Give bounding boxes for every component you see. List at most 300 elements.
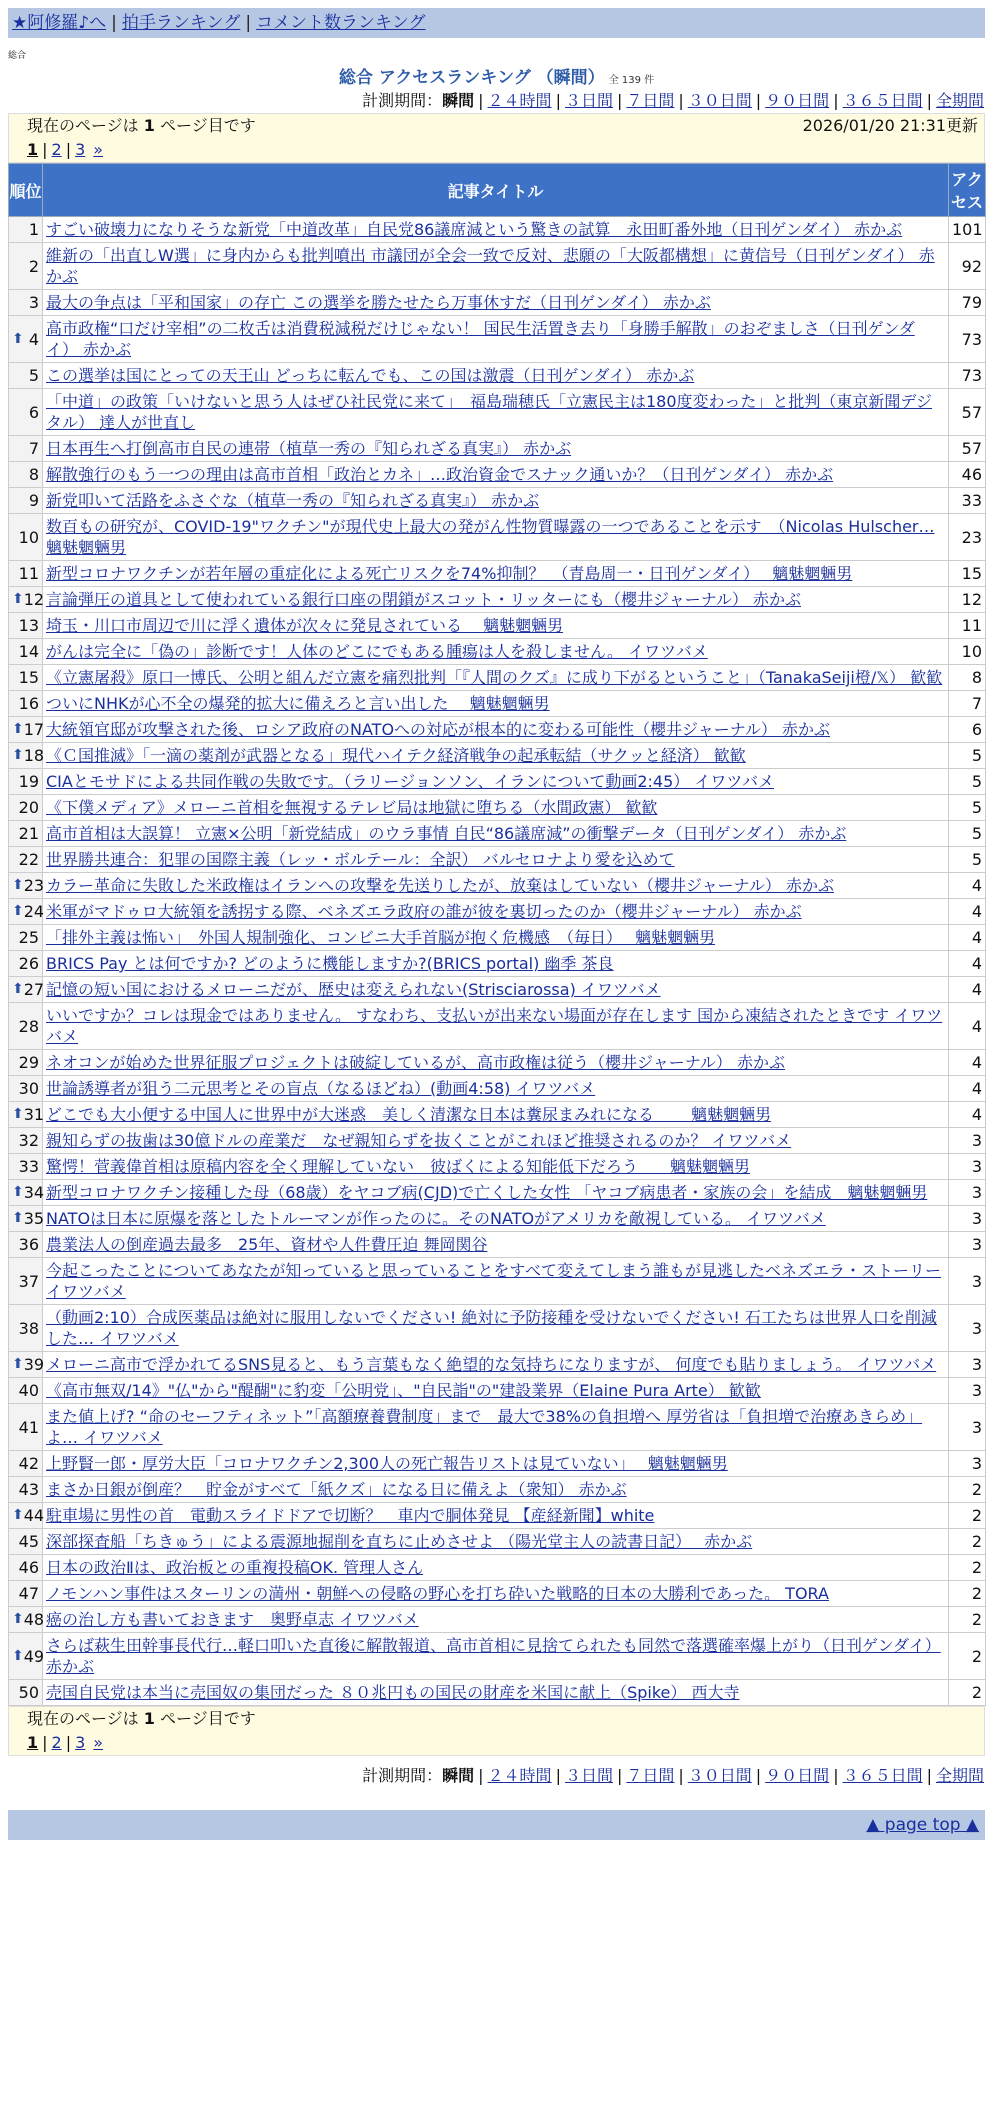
access-count: 12 bbox=[949, 587, 986, 613]
rank-cell bbox=[9, 436, 43, 462]
article-link[interactable]: 維新の「出直しW選」に身内からも批判噴出 市議団が全会一致で反対、悲願の「大阪都構想」に黄信号（日刊ゲンダイ） 赤かぶ bbox=[46, 246, 935, 286]
table-row bbox=[9, 1352, 986, 1378]
title-cell bbox=[43, 873, 949, 899]
rank-cell bbox=[9, 1451, 43, 1477]
table-row bbox=[9, 389, 986, 436]
rank-number: 7 bbox=[28, 439, 39, 458]
table-row bbox=[9, 1102, 986, 1128]
title-cell bbox=[43, 243, 949, 290]
table-row bbox=[9, 587, 986, 613]
rank-number: 2 bbox=[28, 256, 39, 276]
rank-cell bbox=[9, 1050, 43, 1076]
article-link[interactable]: 上野賢一郎・厚労大臣「コロナワクチン2,300人の死亡報告リストは見ていない」 魑魅魍魎男 bbox=[46, 1454, 728, 1473]
rank-number: 6 bbox=[28, 402, 39, 422]
article-link[interactable]: CIAとモサドによる共同作戦の失敗です。（ラリージョンソン、イランについて動画2:45） イワツバメ bbox=[46, 772, 775, 791]
article-link[interactable]: 米軍がマドゥロ大統領を誘拐する際、ベネズエラ政府の誰が彼を裏切ったのか（櫻井ジャーナル） 赤かぶ bbox=[46, 902, 802, 921]
article-link[interactable]: （動画2:10）合成医薬品は絶対に服用しないでください! 絶対に予防接種を受けないでください! 石工たちは世界人口を削減した… イワツバメ bbox=[46, 1308, 937, 1348]
rank-cell bbox=[9, 665, 43, 691]
rank-up-icon: ⬆ bbox=[12, 903, 24, 919]
article-link[interactable]: 農業法人の倒産過去最多 25年、資材や人件費圧迫 舞岡関谷 bbox=[46, 1235, 488, 1254]
rank-number: 37 bbox=[18, 1271, 39, 1291]
table-row bbox=[9, 316, 986, 363]
rank-cell bbox=[9, 514, 43, 561]
pagination-top: 1 | 2 | 3 » bbox=[27, 140, 104, 159]
rank-number: 22 bbox=[18, 850, 39, 869]
title-cell bbox=[43, 1180, 949, 1206]
period-link-3d-bottom[interactable]: ３日間 bbox=[564, 1766, 613, 1785]
period-link-90d-bottom[interactable]: ９０日間 bbox=[765, 1766, 830, 1785]
article-link[interactable]: すごい破壊力になりそうな新党「中道改革」自民党86議席減という驚きの試算 永田町番外地（日刊ゲンダイ） 赤かぶ bbox=[46, 220, 903, 239]
rank-cell bbox=[9, 1003, 43, 1050]
rank-cell bbox=[9, 243, 43, 290]
rank-cell bbox=[9, 743, 43, 769]
article-link[interactable]: がんは完全に「偽の」診断です！人体のどこにでもある腫瘍は人を殺しません。 イワツバメ bbox=[46, 642, 708, 661]
title-cell bbox=[43, 217, 949, 243]
article-link[interactable]: 驚愕！菅義偉首相は原稿内容を全く理解していない 彼ばくによる知能低下だろう 魑魅魍魎男 bbox=[46, 1157, 751, 1176]
table-row bbox=[9, 561, 986, 587]
table-row bbox=[9, 639, 986, 665]
rank-up-icon: ⬆ bbox=[12, 1611, 24, 1627]
rank-number: 24 bbox=[23, 902, 45, 921]
article-link[interactable]: 《高市無双/14》"仏"から"醍醐"に豹変「公明党」、"自民詣"の"建設業界（Elaine Pura Arte） 歓歓 bbox=[46, 1381, 761, 1400]
table-row bbox=[9, 691, 986, 717]
rank-cell bbox=[9, 462, 43, 488]
table-row bbox=[9, 1050, 986, 1076]
table-row bbox=[9, 243, 986, 290]
title-cell bbox=[43, 613, 949, 639]
updated-time: 2026/01/20 21:31更新 bbox=[802, 116, 978, 135]
rank-cell bbox=[9, 217, 43, 243]
article-link[interactable]: 今起こったことについてあなたが知っていると思っていることをすべて変えてしまう誰もが見逃したベネズエラ・ストーリー イワツバメ bbox=[46, 1261, 942, 1301]
rank-cell bbox=[9, 1128, 43, 1154]
rank-number: 50 bbox=[18, 1683, 39, 1702]
access-count: 2 bbox=[949, 1529, 986, 1555]
page-status: 現在のページは 1 ページ目です bbox=[27, 116, 256, 135]
period-link-24h[interactable]: ２４時間 bbox=[487, 91, 552, 110]
table-row bbox=[9, 1404, 986, 1451]
nav-link-ashura[interactable]: ★阿修羅♪へ bbox=[12, 13, 107, 33]
access-count: 3 bbox=[949, 1206, 986, 1232]
access-count: 3 bbox=[949, 1352, 986, 1378]
table-row bbox=[9, 1378, 986, 1404]
article-link[interactable]: いいですか？コレは現金ではありません。 すなわち、支払いが出来ない場面が存在します 国から凍結されたときです イワツバメ bbox=[46, 1006, 943, 1046]
rank-number: 38 bbox=[18, 1318, 39, 1338]
title-cell bbox=[43, 639, 949, 665]
table-row bbox=[9, 1003, 986, 1050]
page-info-bottom bbox=[8, 1706, 985, 1756]
table-row bbox=[9, 462, 986, 488]
title-cell bbox=[43, 1305, 949, 1352]
rank-cell bbox=[9, 1102, 43, 1128]
article-link[interactable]: 大統領官邸が攻撃された後、ロシア政府のNATOへの対応が根本的に変わる可能性（櫻井ジャーナル） 赤かぶ bbox=[46, 720, 831, 739]
access-count: 2 bbox=[949, 1555, 986, 1581]
rank-cell bbox=[9, 1581, 43, 1607]
rank-number: 48 bbox=[23, 1610, 45, 1629]
rank-cell bbox=[9, 1206, 43, 1232]
access-count: 2 bbox=[949, 1680, 986, 1706]
rank-cell bbox=[9, 899, 43, 925]
page-current: 1 bbox=[27, 140, 39, 159]
access-count: 15 bbox=[949, 561, 986, 587]
article-link[interactable]: 売国自民党は本当に売国奴の集団だった ８０兆円もの国民の財産を米国に献上（Spike） 西大寺 bbox=[46, 1683, 740, 1702]
rank-number: 28 bbox=[18, 1016, 39, 1036]
rank-cell bbox=[9, 1352, 43, 1378]
access-count: 4 bbox=[949, 1076, 986, 1102]
title-cell bbox=[43, 1680, 949, 1706]
access-count: 5 bbox=[949, 795, 986, 821]
title-cell bbox=[43, 1003, 949, 1050]
period-link-all-bottom[interactable]: 全期間 bbox=[935, 1766, 984, 1785]
access-count: 3 bbox=[949, 1258, 986, 1305]
title-cell bbox=[43, 1154, 949, 1180]
rank-number: 36 bbox=[18, 1235, 39, 1254]
rank-number: 19 bbox=[18, 772, 39, 791]
title-cell bbox=[43, 743, 949, 769]
rank-cell bbox=[9, 1477, 43, 1503]
access-count: 4 bbox=[949, 1050, 986, 1076]
rank-cell bbox=[9, 363, 43, 389]
total-count: 全 139 件 bbox=[608, 75, 655, 86]
page-link-2[interactable]: 2 bbox=[51, 140, 62, 159]
article-link[interactable]: 日本再生へ打倒高市自民の連帯（植草一秀の『知られざる真実』） 赤かぶ bbox=[46, 439, 572, 458]
rank-number: 12 bbox=[23, 590, 45, 609]
article-link[interactable]: 世論誘導者が狙う二元思考とその盲点（なるほどね）(動画4:58) イワツバメ bbox=[46, 1079, 596, 1098]
rank-cell bbox=[9, 717, 43, 743]
title-cell bbox=[43, 363, 949, 389]
page-top-link[interactable]: ▲ page top ▲ bbox=[866, 1815, 979, 1835]
title-cell bbox=[43, 1529, 949, 1555]
access-count: 3 bbox=[949, 1180, 986, 1206]
title-cell bbox=[43, 1206, 949, 1232]
table-row bbox=[9, 821, 986, 847]
article-link[interactable]: 《Ｃ国推滅》「一滴の薬剤が武器となる」現代ハイテク経済戦争の起承転結（サクッと経済） 歓歓 bbox=[46, 746, 746, 765]
table-row bbox=[9, 1555, 986, 1581]
title-cell bbox=[43, 1232, 949, 1258]
title-cell bbox=[43, 1581, 949, 1607]
rank-number: 14 bbox=[18, 642, 39, 661]
table-row bbox=[9, 717, 986, 743]
access-count: 2 bbox=[949, 1477, 986, 1503]
title-cell bbox=[43, 389, 949, 436]
access-count: 3 bbox=[949, 1404, 986, 1451]
rank-cell bbox=[9, 316, 43, 363]
access-count: 33 bbox=[949, 488, 986, 514]
article-link[interactable]: 最大の争点は「平和国家」の存亡 この選挙を勝たせたら万事休すだ（日刊ゲンダイ） 赤かぶ bbox=[46, 293, 711, 312]
period-label: 計測期間： bbox=[362, 91, 443, 110]
access-count: 11 bbox=[949, 613, 986, 639]
rank-number: 40 bbox=[18, 1381, 39, 1400]
access-count: 79 bbox=[949, 290, 986, 316]
article-link[interactable]: 埼玉・川口市周辺で川に浮く遺体が次々に発見されている 魑魅魍魎男 bbox=[46, 616, 564, 635]
access-count: 2 bbox=[949, 1503, 986, 1529]
table-row bbox=[9, 847, 986, 873]
title-cell bbox=[43, 847, 949, 873]
title-cell bbox=[43, 1633, 949, 1680]
rank-number: 42 bbox=[18, 1454, 39, 1473]
title-text: 総合 アクセスランキング （瞬間） bbox=[338, 68, 605, 88]
page-link-3-bottom[interactable]: 3 bbox=[75, 1733, 86, 1752]
title-cell bbox=[43, 514, 949, 561]
period-current: 瞬間 bbox=[442, 91, 475, 110]
rank-cell bbox=[9, 925, 43, 951]
article-link[interactable]: 高市首相は大誤算！ 立憲×公明「新党結成」のウラ事情 自民“86議席減”の衝撃データ（日刊ゲンダイ） 赤かぶ bbox=[46, 824, 847, 843]
rank-number: 1 bbox=[28, 220, 39, 239]
title-cell bbox=[43, 1076, 949, 1102]
access-count: 2 bbox=[949, 1581, 986, 1607]
page-title bbox=[0, 67, 993, 89]
access-count: 8 bbox=[949, 665, 986, 691]
rank-up-icon: ⬆ bbox=[12, 981, 24, 997]
rank-number: 31 bbox=[23, 1105, 45, 1124]
nav-link-applause-ranking[interactable]: 拍手ランキング bbox=[121, 13, 241, 33]
rank-number: 44 bbox=[23, 1506, 45, 1525]
rank-number: 10 bbox=[18, 527, 39, 547]
article-link[interactable]: カラー革命に失敗した米政権はイランへの攻撃を先送りしたが、放棄はしていない（櫻井ジャーナル） 赤かぶ bbox=[46, 876, 834, 895]
table-row bbox=[9, 613, 986, 639]
access-count: 5 bbox=[949, 847, 986, 873]
col-title: 記事タイトル bbox=[43, 164, 949, 217]
rank-cell bbox=[9, 873, 43, 899]
article-link[interactable]: 深部探査船「ちきゅう」による震源地掘削を直ちに止めさせよ （陽光堂主人の読書日記） 赤かぶ bbox=[46, 1532, 753, 1551]
table-row bbox=[9, 769, 986, 795]
article-link[interactable]: どこでも大小便する中国人に世界中が大迷惑 美しく清潔な日本は糞尿まみれになる 魑魅魍魎男 bbox=[46, 1105, 772, 1124]
title-cell bbox=[43, 462, 949, 488]
article-link[interactable]: 高市政権“口だけ宰相”の二枚舌は消費税減税だけじゃない！ 国民生活置き去り「身勝手解散」のおぞましさ（日刊ゲンダイ） 赤かぶ bbox=[46, 319, 915, 359]
rank-number: 23 bbox=[23, 876, 45, 895]
rank-number: 33 bbox=[18, 1157, 39, 1176]
period-selector-top: 計測期間：瞬間 | ２４時間 | ３日間 | ７日間 | ３０日間 | ９０日間 | ３６５日間 | 全期間 bbox=[362, 91, 984, 110]
table-row bbox=[9, 514, 986, 561]
article-link[interactable]: 言論弾圧の道具として使われている銀行口座の閉鎖がスコット・リッターにも（櫻井ジャーナル） 赤かぶ bbox=[46, 590, 802, 609]
rank-number: 27 bbox=[23, 980, 45, 999]
table-header bbox=[9, 164, 986, 217]
table-row bbox=[9, 1076, 986, 1102]
article-link[interactable]: 《立憲屠殺》原口一博氏、公明と組んだ立憲を痛烈批判「『人間のクズ』に成り下がるということ」（TanakaSeiji橙/𝕏） 歓歓 bbox=[46, 668, 943, 687]
article-link[interactable]: さらば萩生田幹事長代行…軽口叩いた直後に解散報道、高市首相に見捨てられたも同然で落選確率爆上がり（日刊ゲンダイ） 赤かぶ bbox=[46, 1636, 941, 1676]
rank-cell bbox=[9, 1529, 43, 1555]
access-count: 3 bbox=[949, 1305, 986, 1352]
rank-number: 16 bbox=[18, 694, 39, 713]
table-row bbox=[9, 1503, 986, 1529]
title-cell bbox=[43, 1555, 949, 1581]
access-count: 5 bbox=[949, 769, 986, 795]
title-cell bbox=[43, 1404, 949, 1451]
article-link[interactable]: NATOは日本に原爆を落としたトルーマンが作ったのに。そのNATOがアメリカを敵視している。 イワツバメ bbox=[46, 1209, 826, 1228]
table-row bbox=[9, 1633, 986, 1680]
period-selector-bottom: 計測期間：瞬間 | ２４時間 | ３日間 | ７日間 | ３０日間 | ９０日間 | ３６５日間 | 全期間 bbox=[362, 1766, 984, 1785]
period-link-all[interactable]: 全期間 bbox=[935, 91, 984, 110]
title-cell bbox=[43, 795, 949, 821]
page-link-2-bottom[interactable]: 2 bbox=[51, 1733, 62, 1752]
table-row bbox=[9, 363, 986, 389]
article-link[interactable]: 親知らずの抜歯は30億ドルの産業だ なぜ親知らずを抜くことがこれほど推奨されるのか？ イワツバメ bbox=[46, 1131, 792, 1150]
access-count: 4 bbox=[949, 977, 986, 1003]
page-info-top bbox=[8, 113, 985, 163]
rank-number: 20 bbox=[18, 798, 39, 817]
rank-cell bbox=[9, 1680, 43, 1706]
table-row bbox=[9, 290, 986, 316]
access-count: 4 bbox=[949, 899, 986, 925]
rank-up-icon: ⬆ bbox=[12, 591, 24, 607]
rank-cell bbox=[9, 691, 43, 717]
period-link-7d[interactable]: ７日間 bbox=[626, 91, 675, 110]
rank-number: 8 bbox=[28, 465, 39, 484]
rank-up-icon: ⬆ bbox=[12, 1210, 24, 1226]
access-count: 57 bbox=[949, 436, 986, 462]
title-cell bbox=[43, 821, 949, 847]
article-link[interactable]: 数百もの研究が、COVID-19"ワクチン"が現代史上最大の発がん性物質曝露の一つであることを示す （Nicolas Hulscher… 魑魅魍魎男 bbox=[46, 517, 935, 557]
rank-number: 41 bbox=[18, 1417, 39, 1437]
article-link[interactable]: 新党叩いて活路をふさぐな（植草一秀の『知られざる真実』） 赤かぶ bbox=[46, 491, 540, 510]
rank-cell bbox=[9, 977, 43, 1003]
title-cell bbox=[43, 1352, 949, 1378]
period-link-30d-bottom[interactable]: ３０日間 bbox=[687, 1766, 752, 1785]
table-row bbox=[9, 1154, 986, 1180]
table-row bbox=[9, 1305, 986, 1352]
table-row bbox=[9, 217, 986, 243]
rank-number: 21 bbox=[18, 824, 39, 843]
access-count: 101 bbox=[949, 217, 986, 243]
title-cell bbox=[43, 717, 949, 743]
rank-number: 18 bbox=[23, 746, 45, 765]
title-cell bbox=[43, 436, 949, 462]
article-link[interactable]: 「中道」の政策「いけないと思う人はぜひ社民党に来て」 福島瑞穂氏「立憲民主は180度変わった」と批判（東京新聞デジタル） 達人が世直し bbox=[46, 392, 933, 432]
table-row bbox=[9, 1232, 986, 1258]
title-cell bbox=[43, 561, 949, 587]
period-link-24h-bottom[interactable]: ２４時間 bbox=[487, 1766, 552, 1785]
access-count: 2 bbox=[949, 1607, 986, 1633]
rank-cell bbox=[9, 951, 43, 977]
rank-cell bbox=[9, 1258, 43, 1305]
access-count: 3 bbox=[949, 1128, 986, 1154]
rank-up-icon: ⬆ bbox=[12, 1106, 24, 1122]
article-link[interactable]: ノモンハン事件はスターリンの満州・朝鮮への侵略の野心を打ち砕いた戦略的日本の大勝利であった。 TORA bbox=[46, 1584, 829, 1603]
rank-number: 11 bbox=[18, 564, 39, 583]
access-count: 73 bbox=[949, 363, 986, 389]
rank-number: 5 bbox=[28, 366, 39, 385]
article-link[interactable]: この選挙は国にとっての天王山 どっちに転んでも、この国は激震（日刊ゲンダイ） 赤かぶ bbox=[46, 366, 695, 385]
rank-cell bbox=[9, 639, 43, 665]
article-link[interactable]: 新型コロナワクチン接種した母（68歳）をヤコブ病(CJD)で亡くした女性 「ヤコブ病患者・家族の会」を結成 魑魅魍魎男 bbox=[46, 1183, 928, 1202]
article-link[interactable]: 新型コロナワクチンが若年層の重症化による死亡リスクを74%抑制？ （青島周一・日刊ゲンダイ） 魑魅魍魎男 bbox=[46, 564, 853, 583]
period-current-bottom: 瞬間 bbox=[442, 1766, 475, 1785]
rank-number: 26 bbox=[18, 954, 39, 973]
period-link-90d[interactable]: ９０日間 bbox=[765, 91, 830, 110]
access-count: 10 bbox=[949, 639, 986, 665]
table-row bbox=[9, 873, 986, 899]
title-cell bbox=[43, 1503, 949, 1529]
rank-cell bbox=[9, 1607, 43, 1633]
title-cell bbox=[43, 1102, 949, 1128]
article-link[interactable]: BRICS Pay とは何ですか? どのように機能しますか?(BRICS portal) 幽季 茶良 bbox=[46, 954, 614, 973]
table-row bbox=[9, 743, 986, 769]
access-count: 3 bbox=[949, 1232, 986, 1258]
rank-number: 15 bbox=[18, 668, 39, 687]
article-link[interactable]: 記憶の短い国におけるメローニだが、歴史は変えられない(Strisciarossa) イワツバメ bbox=[46, 980, 661, 999]
title-cell bbox=[43, 691, 949, 717]
article-link[interactable]: 駐車場に男性の首 電動スライドドアで切断？ 車内で胴体発見 【産経新聞】white bbox=[46, 1506, 655, 1525]
rank-cell bbox=[9, 1633, 43, 1680]
rank-cell bbox=[9, 1404, 43, 1451]
period-link-365d-bottom[interactable]: ３６５日間 bbox=[842, 1766, 923, 1785]
access-count: 57 bbox=[949, 389, 986, 436]
access-count: 4 bbox=[949, 1003, 986, 1050]
article-link[interactable]: また値上げ? “命のセーフティネット”「高額療養費制度」まで 最大で38%の負担増へ 厚労省は「負担増で治療あきらめ」よ… イワツバメ bbox=[46, 1407, 923, 1447]
access-count: 4 bbox=[949, 1102, 986, 1128]
table-row bbox=[9, 1581, 986, 1607]
rank-number: 9 bbox=[28, 491, 39, 510]
article-link[interactable]: 癌の治し方も書いておきます 奥野卓志 イワツバメ bbox=[46, 1610, 419, 1629]
rank-number: 17 bbox=[23, 720, 45, 739]
period-link-30d[interactable]: ３０日間 bbox=[687, 91, 752, 110]
rank-cell bbox=[9, 1378, 43, 1404]
rank-up-icon: ⬆ bbox=[12, 747, 24, 763]
access-count: 5 bbox=[949, 821, 986, 847]
rank-number: 43 bbox=[18, 1480, 39, 1499]
table-row bbox=[9, 925, 986, 951]
rank-up-icon: ⬆ bbox=[12, 1647, 24, 1664]
title-cell bbox=[43, 1378, 949, 1404]
title-cell bbox=[43, 316, 949, 363]
title-cell bbox=[43, 1607, 949, 1633]
page-current-bottom: 1 bbox=[27, 1733, 39, 1752]
col-rank: 順位 bbox=[9, 164, 43, 217]
rank-up-icon: ⬆ bbox=[12, 1184, 24, 1200]
table-row bbox=[9, 1607, 986, 1633]
nav-link-comment-ranking[interactable]: コメント数ランキング bbox=[256, 13, 426, 33]
rank-number: 49 bbox=[23, 1646, 45, 1666]
pagination-bottom: 1 | 2 | 3 » bbox=[27, 1733, 104, 1752]
article-link[interactable]: 日本の政治Ⅱは、政治板との重複投稿OK. 管理人さん bbox=[46, 1558, 424, 1577]
title-cell bbox=[43, 899, 949, 925]
rank-cell bbox=[9, 587, 43, 613]
table-row bbox=[9, 977, 986, 1003]
article-link[interactable]: 解散強行のもう一つの理由は高市首相「政治とカネ」…政治資金でスナック通いか？（日刊ゲンダイ） 赤かぶ bbox=[46, 465, 834, 484]
article-link[interactable]: 《下僕メディア》メローニ首相を無視するテレビ局は地獄に堕ちる（水間政憲） 歓歓 bbox=[46, 798, 658, 817]
table-row bbox=[9, 1477, 986, 1503]
article-link[interactable]: 世界勝共連合：犯罪の国際主義（レッ・ボルテール：全訳） バルセロナより愛を込めて bbox=[46, 850, 675, 869]
access-count: 3 bbox=[949, 1451, 986, 1477]
article-link[interactable]: 「排外主義は怖い」 外国人規制強化、コンビニ大手首脳が抱く危機感 （毎日） 魑魅魍魎男 bbox=[46, 928, 716, 947]
title-cell bbox=[43, 1477, 949, 1503]
footer-bar bbox=[8, 1810, 985, 1840]
rank-cell bbox=[9, 613, 43, 639]
rank-cell bbox=[9, 1180, 43, 1206]
article-link[interactable]: ネオコンが始めた世界征服プロジェクトは破綻しているが、高市政権は従う（櫻井ジャーナル） 赤かぶ bbox=[46, 1053, 786, 1072]
access-count: 6 bbox=[949, 717, 986, 743]
article-link[interactable]: メローニ高市で浮かれてるSNS見ると、もう言葉もなく絶望的な気持ちになりますが、 何度でも貼りましょう。 イワツバメ bbox=[46, 1355, 937, 1374]
rank-cell bbox=[9, 1305, 43, 1352]
title-cell bbox=[43, 1258, 949, 1305]
title-cell bbox=[43, 977, 949, 1003]
page-link-next-bottom[interactable]: » bbox=[93, 1733, 104, 1752]
article-link[interactable]: まさか日銀が倒産？ 貯金がすべて「紙クズ」になる日に備えよ（衆知） 赤かぶ bbox=[46, 1480, 627, 1499]
title-cell bbox=[43, 925, 949, 951]
access-count: 23 bbox=[949, 514, 986, 561]
col-access: アクセス bbox=[949, 164, 986, 217]
period-link-365d[interactable]: ３６５日間 bbox=[842, 91, 923, 110]
table-row bbox=[9, 488, 986, 514]
access-count: 92 bbox=[949, 243, 986, 290]
article-link[interactable]: ついにNHKが心不全の爆発的拡大に備えろと言い出した 魑魅魍魎男 bbox=[46, 694, 550, 713]
period-link-7d-bottom[interactable]: ７日間 bbox=[626, 1766, 675, 1785]
period-link-3d[interactable]: ３日間 bbox=[564, 91, 613, 110]
rank-number: 35 bbox=[23, 1209, 45, 1228]
rank-up-icon: ⬆ bbox=[12, 330, 24, 347]
page-link-next[interactable]: » bbox=[93, 140, 104, 159]
rank-cell bbox=[9, 389, 43, 436]
page-link-3[interactable]: 3 bbox=[75, 140, 86, 159]
